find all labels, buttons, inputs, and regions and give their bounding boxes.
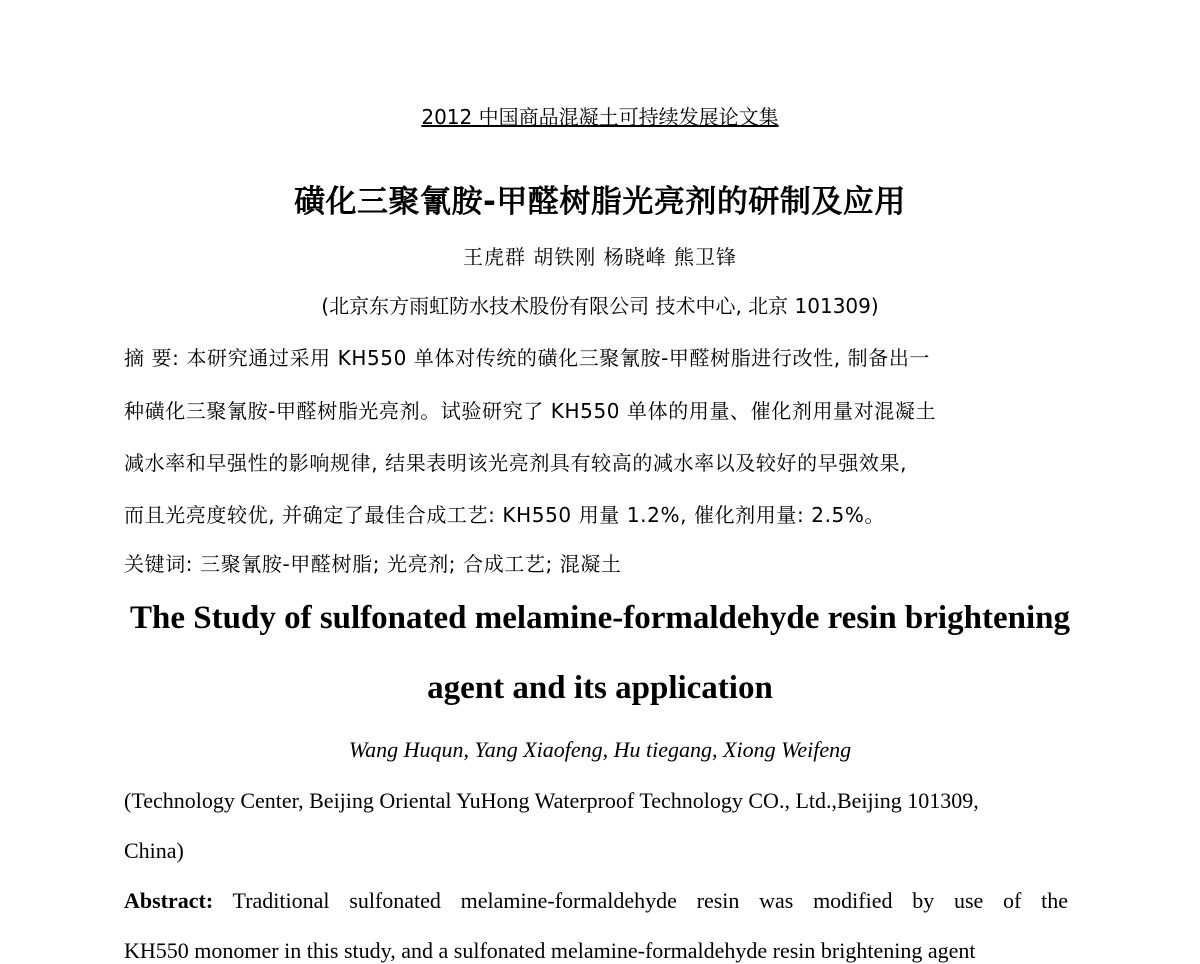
- chinese-abstract-line: 减水率和早强性的影响规律, 结果表明该光亮剂具有较高的减水率以及较好的早强效果,: [124, 451, 908, 475]
- abstract-label: Abstract:: [124, 888, 214, 913]
- chinese-keywords: 关键词: 三聚氰胺-甲醛树脂; 光亮剂; 合成工艺; 混凝土: [124, 552, 622, 576]
- english-authors: Wang Huqun, Yang Xiaofeng, Hu tiegang, Xiong Weifeng: [348, 737, 852, 762]
- english-abstract-line2: KH550 monomer in this study, and a sulfonated melamine-formaldehyde resin brightening agent: [124, 938, 976, 963]
- chinese-abstract-line: 摘 要: 本研究通过采用 KH550 单体对传统的磺化三聚氰胺-甲醛树脂进行改性, 制备出一: [124, 346, 931, 370]
- english-title-line1: The Study of sulfonated melamine-formaldehyde resin brightening: [130, 600, 1070, 636]
- english-abstract-text: Traditional sulfonated melamine-formaldehyde resin was modified by use of the: [232, 888, 1068, 913]
- english-affiliation-line1: (Technology Center, Beijing Oriental YuHong Waterproof Technology CO., Ltd.,Beijing 101309,: [124, 788, 979, 813]
- proceedings-series-title: 2012 中国商品混凝土可持续发展论文集: [421, 105, 779, 129]
- chinese-affiliation: (北京东方雨虹防水技术股份有限公司 技术中心, 北京 101309): [321, 294, 879, 318]
- english-abstract-line1: [124, 888, 1068, 914]
- chinese-abstract-line: 种磺化三聚氰胺-甲醛树脂光亮剂。试验研究了 KH550 单体的用量、催化剂用量对混凝土: [124, 399, 937, 423]
- chinese-abstract-line: 而且光亮度较优, 并确定了最佳合成工艺: KH550 用量 1.2%, 催化剂用量: 2.5%。: [124, 503, 886, 527]
- chinese-authors: 王虎群 胡铁刚 杨晓峰 熊卫锋: [462, 245, 738, 269]
- english-affiliation-line2: China): [124, 838, 184, 863]
- chinese-paper-title: 磺化三聚氰胺-甲醛树脂光亮剂的研制及应用: [294, 184, 906, 220]
- english-title-line2: agent and its application: [427, 670, 773, 706]
